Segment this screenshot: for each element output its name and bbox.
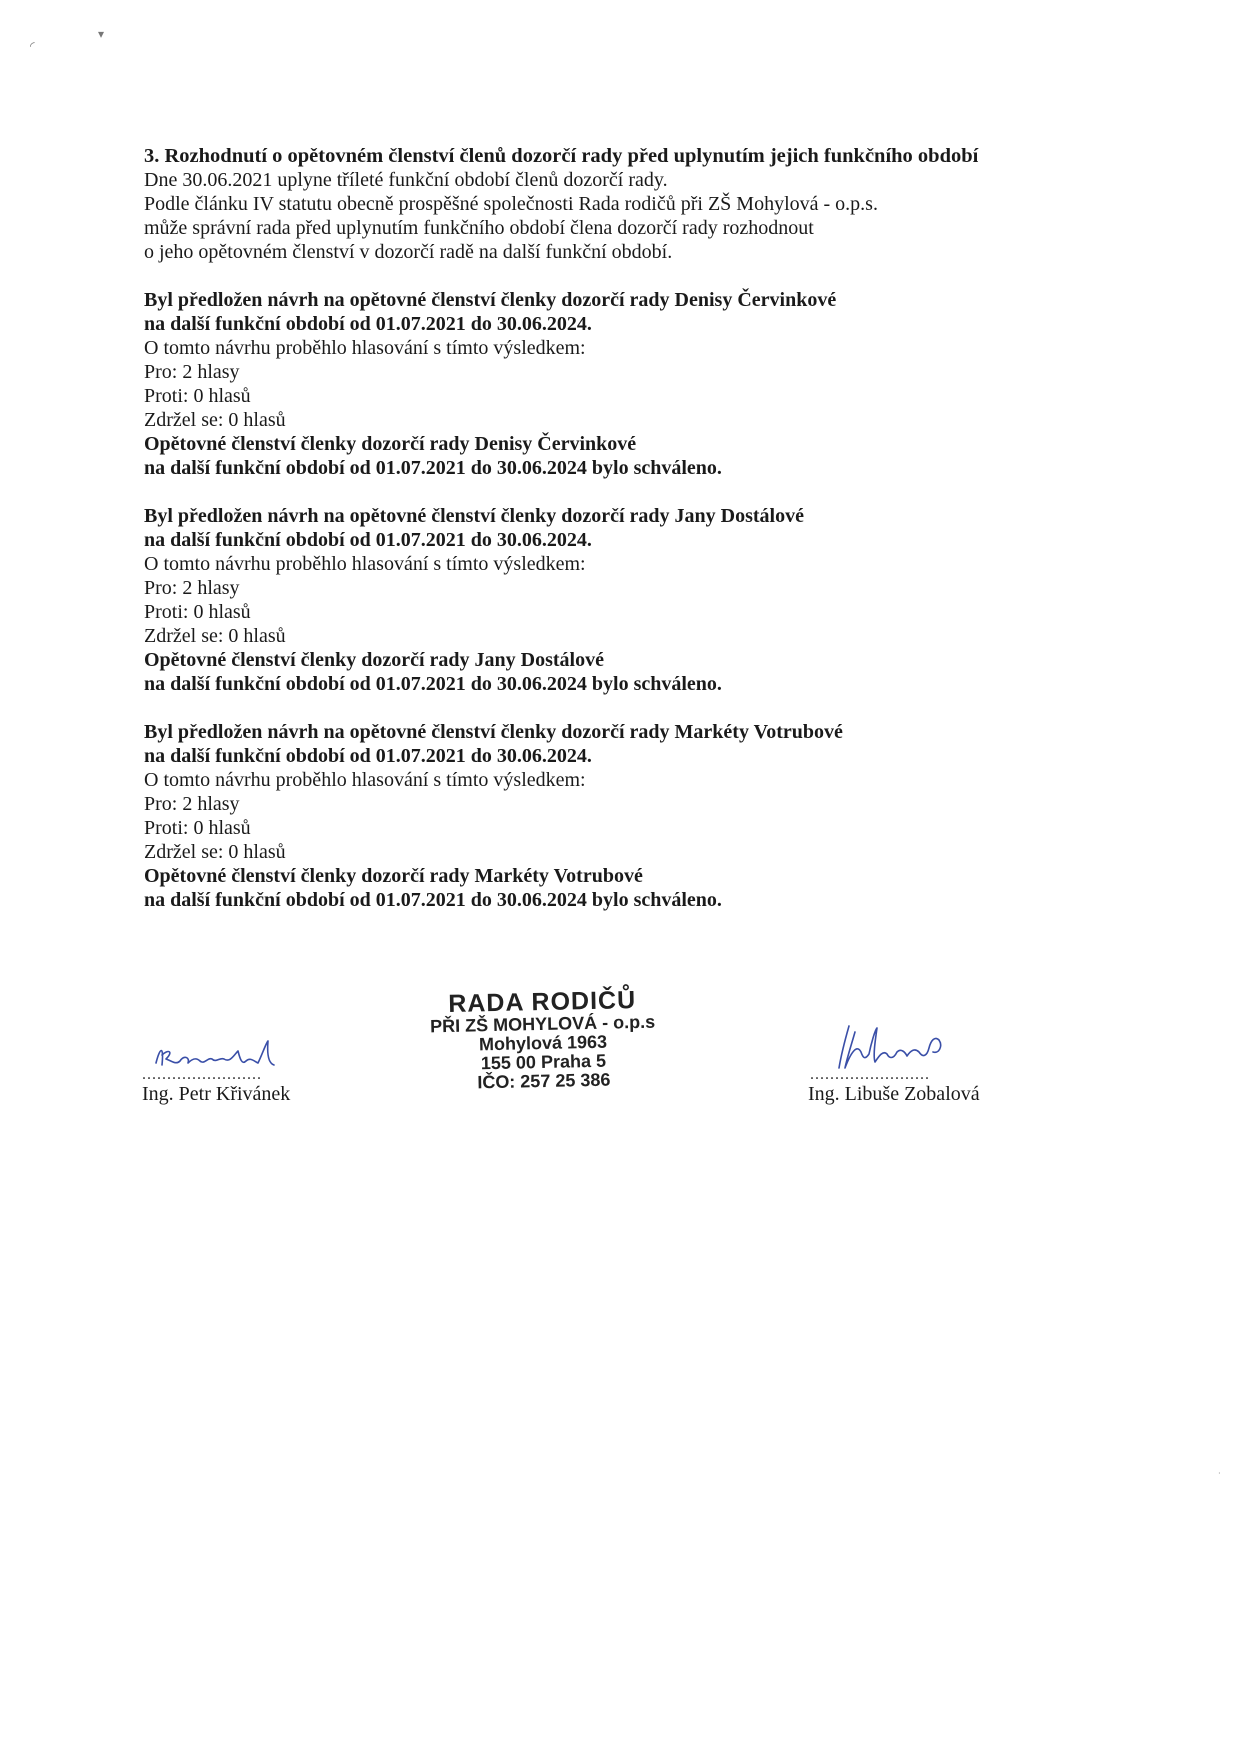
result-title: Opětovné členství členky dozorčí rady Jany Dostálové <box>144 649 604 671</box>
scan-speck: ▾ <box>98 27 105 41</box>
result-approved: na další funkční období od 01.07.2021 do 30.06.2024 bylo schváleno. <box>144 889 722 911</box>
scan-speck: ◜ <box>30 39 35 53</box>
vote-abstain: Zdržel se: 0 hlasů <box>144 625 286 647</box>
vote-for: Pro: 2 hlasy <box>144 361 240 383</box>
intro-line: o jeho opětovném členství v dozorčí radě na další funkční období. <box>144 241 673 263</box>
vote-intro: O tomto návrhu proběhlo hlasování s tímto výsledkem: <box>144 337 586 359</box>
signature-line-left: ........................ <box>142 1066 262 1083</box>
vote-intro: O tomto návrhu proběhlo hlasování s tímto výsledkem: <box>144 769 586 791</box>
proposal-term: na další funkční období od 01.07.2021 do 30.06.2024. <box>144 313 592 335</box>
proposal-term: na další funkční období od 01.07.2021 do 30.06.2024. <box>144 745 592 767</box>
proposal-block <box>144 720 1084 912</box>
section-heading: 3. Rozhodnutí o opětovném členství členů dozorčí rady před uplynutím jejich funkčního období <box>144 145 979 167</box>
signature-line-right: ........................ <box>810 1066 930 1083</box>
result-approved: na další funkční období od 01.07.2021 do 30.06.2024 bylo schváleno. <box>144 673 722 695</box>
proposal-title: Byl předložen návrh na opětovné členství členky dozorčí rady Jany Dostálové <box>144 505 804 527</box>
vote-against: Proti: 0 hlasů <box>144 385 251 407</box>
scan-speck: · <box>1218 1469 1221 1478</box>
intro-line: Dne 30.06.2021 uplyne tříleté funkční období členů dozorčí rady. <box>144 169 668 191</box>
vote-for: Pro: 2 hlasy <box>144 793 240 815</box>
signature-right <box>835 1022 965 1072</box>
proposal-title: Byl předložen návrh na opětovné členství členky dozorčí rady Denisy Červinkové <box>144 289 837 311</box>
stamp-line: PŘI ZŠ MOHYLOVÁ - o.p.s <box>429 1011 656 1037</box>
vote-abstain: Zdržel se: 0 hlasů <box>144 409 286 431</box>
proposal-block <box>144 288 1084 480</box>
result-title: Opětovné členství členky dozorčí rady Markéty Votrubové <box>144 865 643 887</box>
signatory-right-name: Ing. Libuše Zobalová <box>808 1083 980 1105</box>
proposal-title: Byl předložen návrh na opětovné členství členky dozorčí rady Markéty Votrubové <box>144 721 843 743</box>
stamp-line: IČO: 257 25 386 <box>477 1069 611 1093</box>
signatory-left-name: Ing. Petr Křivánek <box>142 1083 291 1105</box>
stamp-line: 155 00 Praha 5 <box>480 1050 607 1074</box>
result-title: Opětovné členství členky dozorčí rady Denisy Červinkové <box>144 433 637 455</box>
company-stamp <box>417 987 669 1093</box>
vote-for: Pro: 2 hlasy <box>144 577 240 599</box>
document-body <box>144 144 1084 912</box>
stamp-line: Mohylová 1963 <box>478 1031 608 1055</box>
intro-line: může správní rada před uplynutím funkčního období člena dozorčí rady rozhodnout <box>144 217 814 239</box>
vote-abstain: Zdržel se: 0 hlasů <box>144 841 286 863</box>
vote-intro: O tomto návrhu proběhlo hlasování s tímto výsledkem: <box>144 553 586 575</box>
result-approved: na další funkční období od 01.07.2021 do 30.06.2024 bylo schváleno. <box>144 457 722 479</box>
proposal-block <box>144 504 1084 696</box>
stamp-line: RADA RODIČŮ <box>447 986 637 1018</box>
vote-against: Proti: 0 hlasů <box>144 817 251 839</box>
intro-line: Podle článku IV statutu obecně prospěšné společnosti Rada rodičů při ZŠ Mohylová - o.p.s. <box>144 193 878 215</box>
vote-against: Proti: 0 hlasů <box>144 601 251 623</box>
proposal-term: na další funkční období od 01.07.2021 do 30.06.2024. <box>144 529 592 551</box>
